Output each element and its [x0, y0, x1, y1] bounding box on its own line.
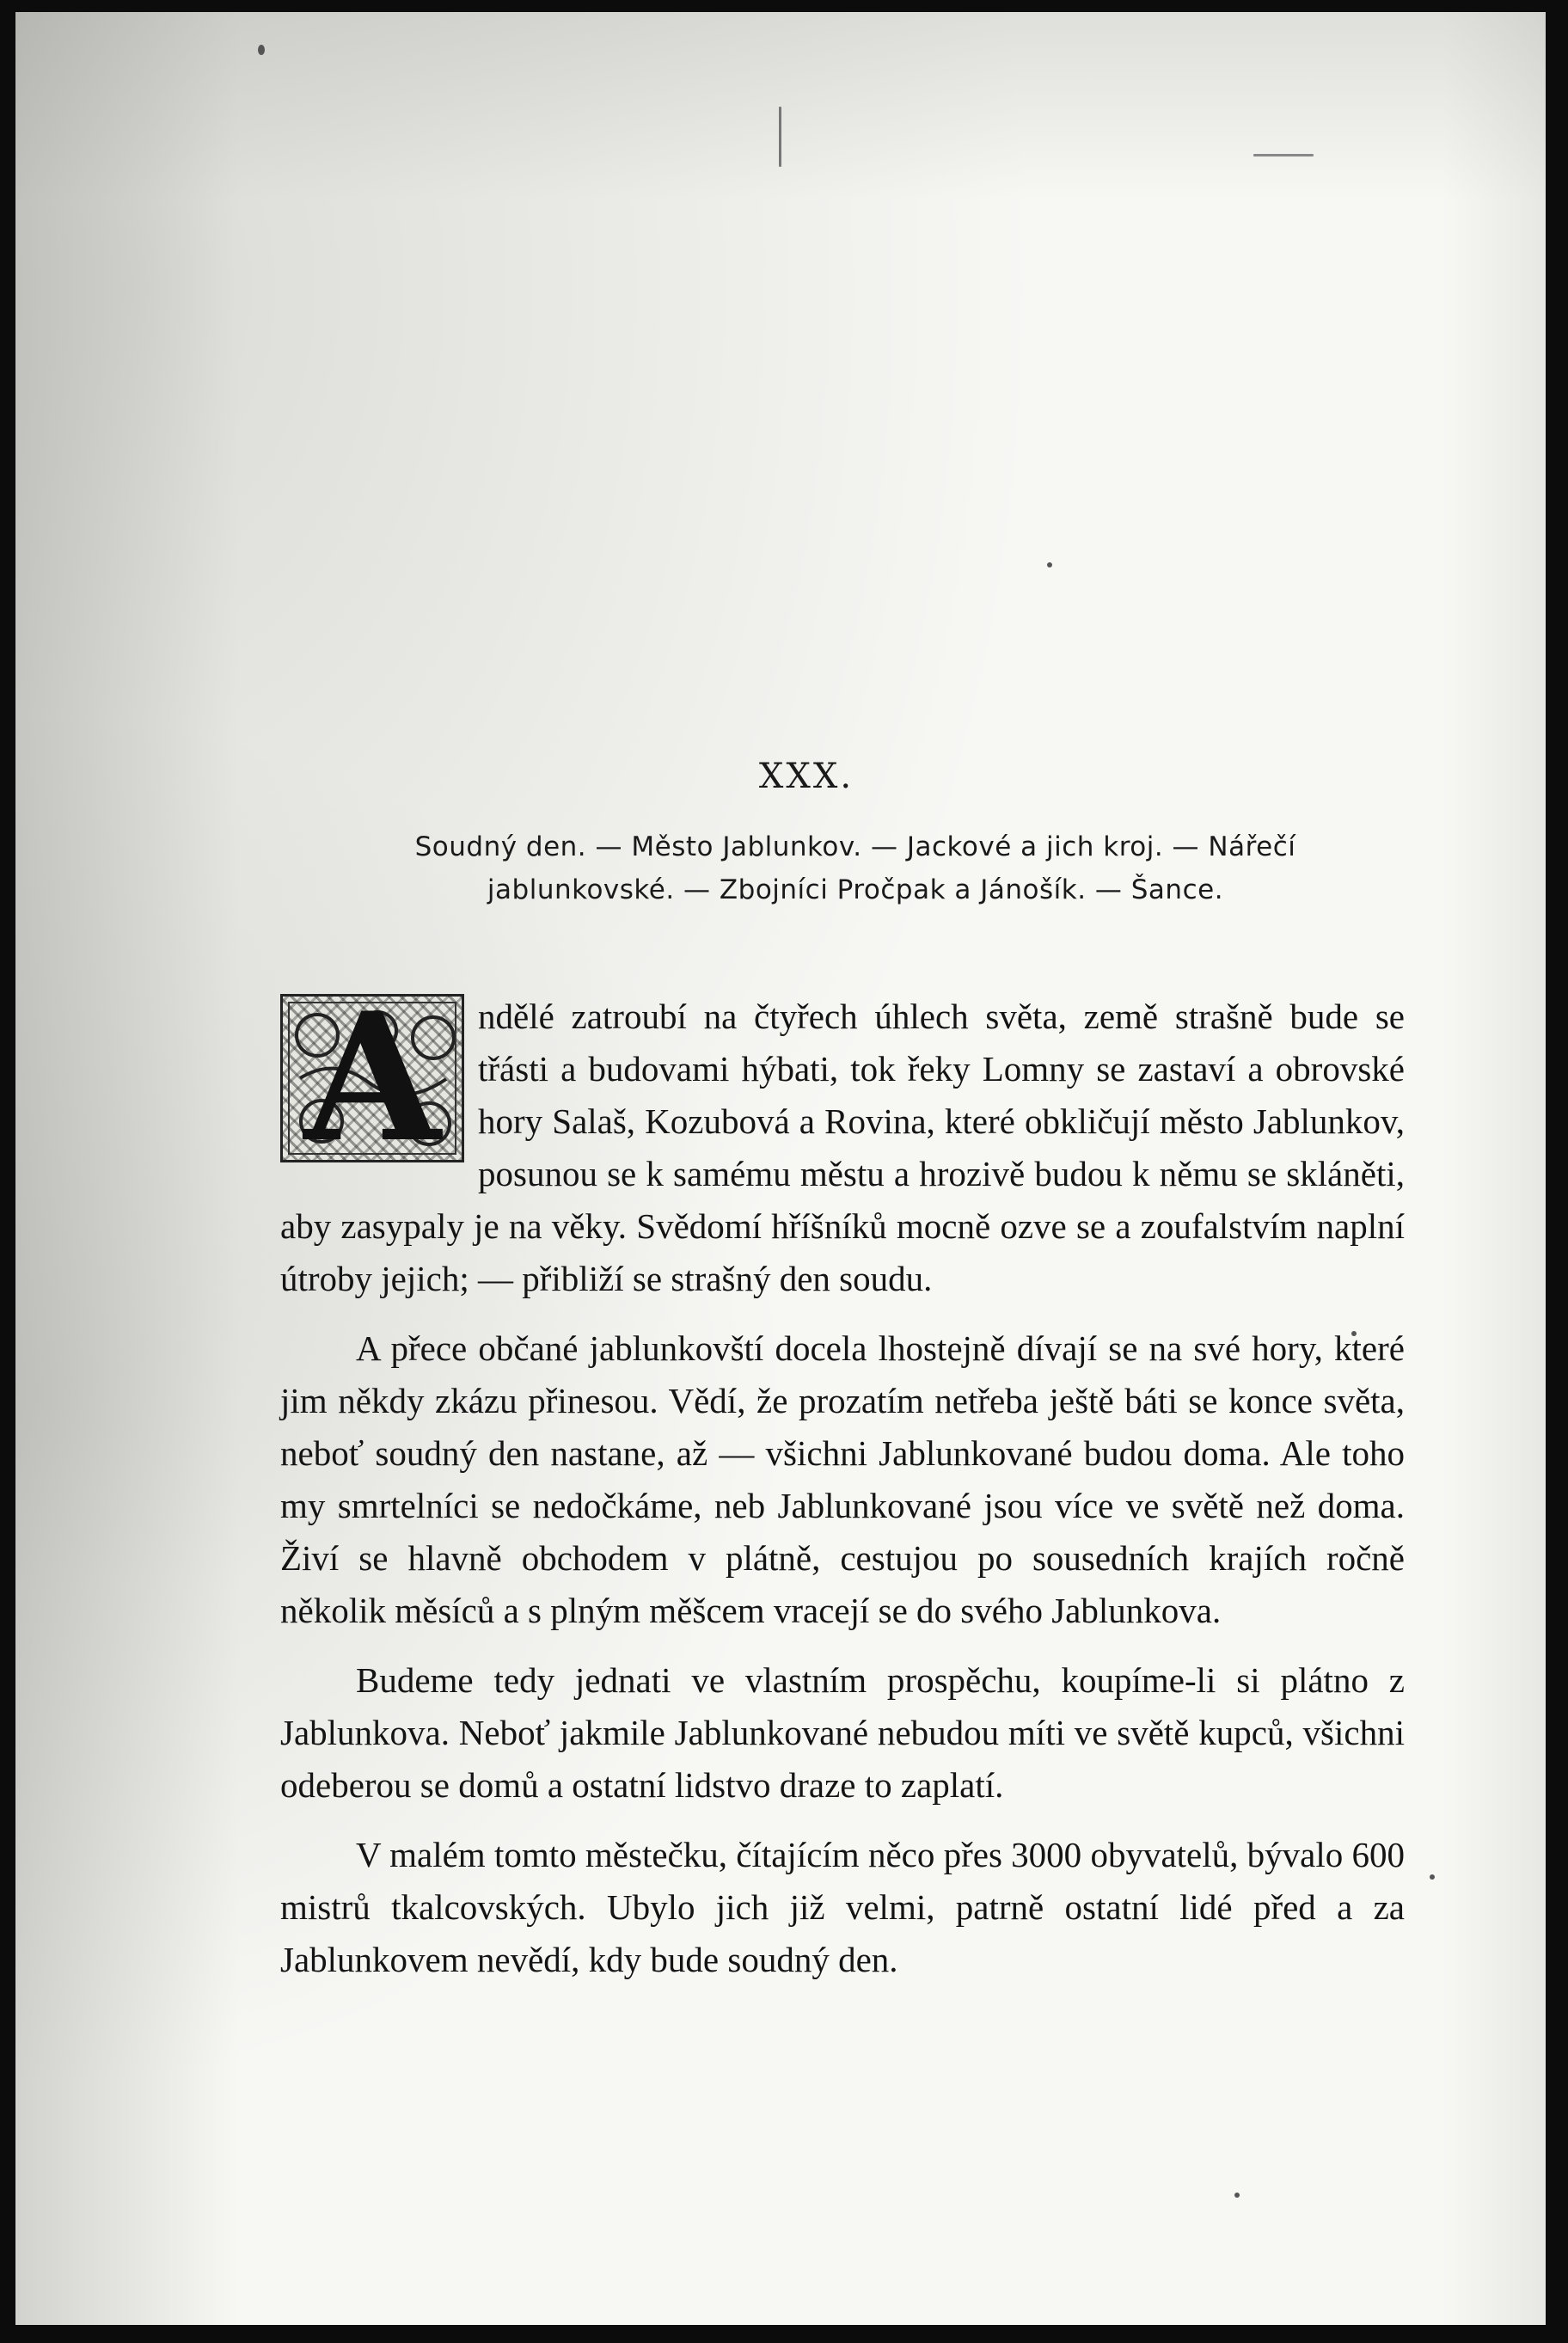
print-speck: [1430, 1874, 1435, 1880]
chapter-summary: [284, 825, 1427, 911]
ornamental-initial: [280, 975, 464, 1181]
chapter-body: [280, 975, 1405, 2003]
paragraph-text: ndělé zatroubí na čtyřech úhlech světa, země strašně bude se třásti a budovami hýbati, tok řeky Lomny se zastaví a obrovské hory Salaš, Kozubová a Rovina, které obkličují město Jablunkov, posunou se k samému městu a hrozivě budou k němu se skláněti, aby zasypaly je na věky. Svědomí hříšníků mocně ozve se a zoufalstvím naplní útroby jejich; — přibliží se strašný den soudu.: [280, 997, 1405, 1298]
chapter-summary-line: Soudný den. — Město Jablunkov. — Jackové a jich kroj. — Nářečí: [414, 831, 1296, 862]
print-speck: [258, 45, 265, 55]
print-speck: [779, 107, 781, 167]
paragraph-4: V malém tomto městečku, čítajícím něco přes 3000 obyvatelů, bývalo 600 mistrů tkalcovských. Ubylo jich již velmi, patrně ostatní lidé před a za Jablunkovem nevědí, kdy bude soudný den.: [280, 1835, 1405, 1979]
paragraph-3: Budeme tedy jednati ve vlastním prospěchu, koupíme-li si plátno z Jablunkova. Neboť jakmile Jablunkované nebudou míti ve světě kupců, všichni odeberou se domů a ostatní lidstvo draze to zaplatí.: [280, 1660, 1405, 1805]
paragraph-2: A přece občané jablunkovští docela lhostejně dívají se na své hory, které jim někdy zkázu přinesou. Vědí, že prozatím netřeba ještě báti se konce světa, neboť soudný den nastane, až — všichni Jablunkované budou doma. Ale toho my smrtelníci se nedočkáme, neb Jablunkované jsou více ve světě než doma. Živí se hlavně obchodem v plátně, cestujou po sousedních krajích ročně několik měsíců a s plným měšcem vracejí se do svého Jablunkova.: [280, 1328, 1405, 1630]
paragraph-1: [280, 975, 1405, 1305]
chapter-number: XXX.: [758, 757, 854, 796]
print-speck: [1234, 2193, 1240, 2198]
print-speck: [1047, 562, 1052, 567]
dropcap-letter: A: [303, 975, 441, 1181]
print-speck: [1253, 154, 1314, 156]
chapter-summary-line: jablunkovské. — Zbojníci Pročpak a Jánošík. — Šance.: [487, 874, 1224, 905]
